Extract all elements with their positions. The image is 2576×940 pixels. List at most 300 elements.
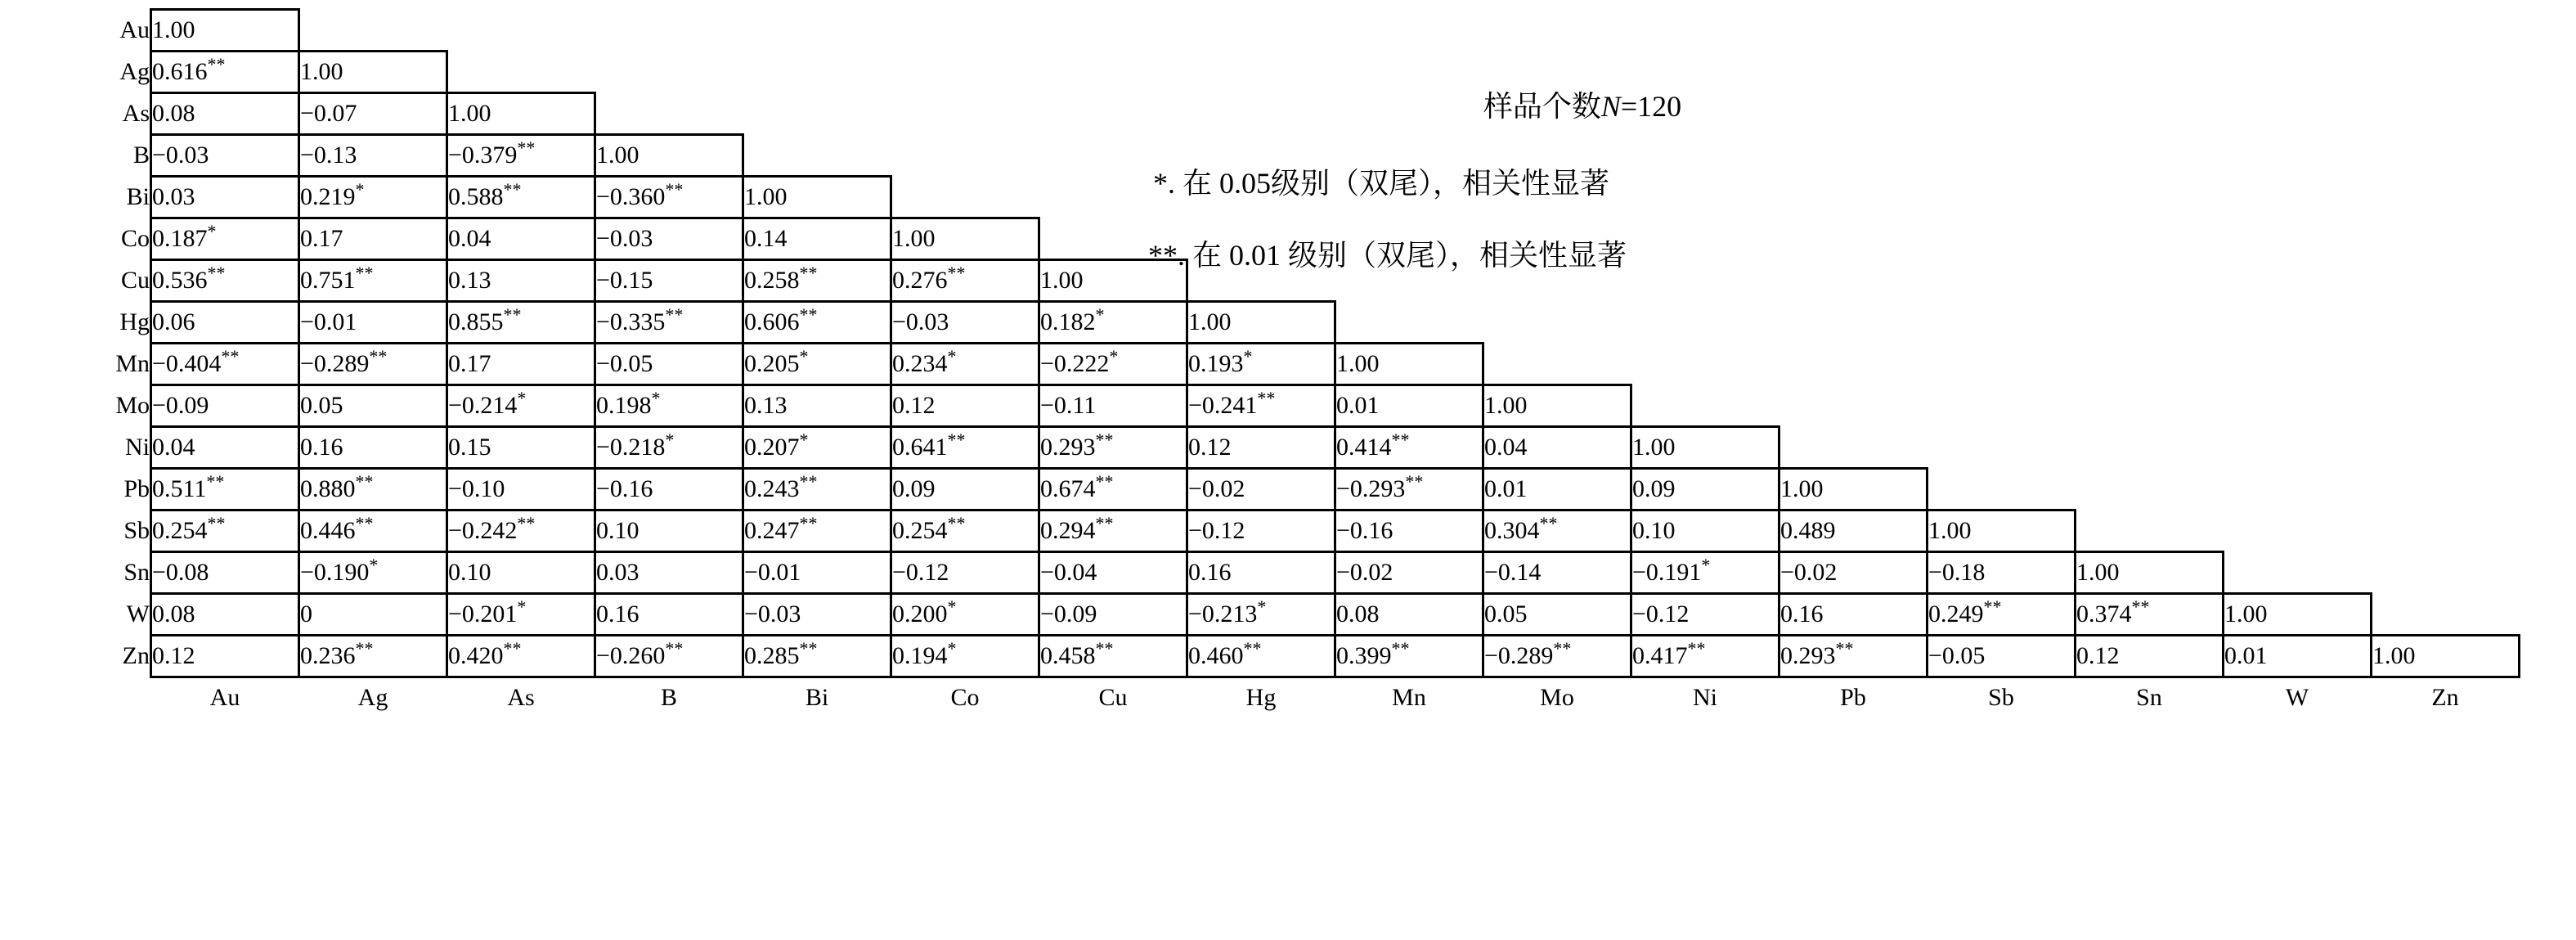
matrix-cell-empty (2372, 52, 2520, 93)
matrix-cell (299, 427, 447, 469)
significance-marker: ** (369, 346, 388, 367)
cell-value: 0.12 (892, 392, 936, 419)
matrix-cell (151, 177, 299, 218)
matrix-cell (891, 427, 1039, 469)
matrix-cell (1631, 552, 1779, 594)
matrix-cell (299, 636, 447, 677)
matrix-cell (151, 469, 299, 510)
cell-value: −0.03 (152, 142, 209, 169)
cell-value: 0.641 (892, 434, 948, 461)
matrix-cell (1039, 469, 1187, 510)
cell-value: 0.219 (300, 183, 356, 210)
matrix-cell (1187, 636, 1335, 677)
significance-marker: ** (665, 179, 684, 200)
significance-marker: * (1257, 596, 1267, 617)
cell-value: 0.09 (1632, 475, 1676, 502)
cell-value: 0.247 (744, 517, 800, 544)
matrix-cell-empty (2076, 469, 2224, 510)
significance-marker: ** (1405, 471, 1424, 492)
significance-marker: ** (2131, 596, 2150, 617)
matrix-cell (1779, 636, 1928, 677)
table-row (47, 636, 2520, 677)
row-label: Bi (126, 183, 150, 210)
cell-value: −0.10 (448, 475, 505, 502)
matrix-cell (447, 218, 595, 260)
column-label: Co (950, 684, 980, 711)
row-label: Hg (119, 308, 150, 335)
cell-value: 0.15 (448, 434, 491, 461)
cell-value: 0.258 (744, 267, 800, 294)
cell-value: −0.04 (1040, 559, 1097, 586)
significance-marker: ** (503, 179, 522, 200)
matrix-cell (1928, 510, 2076, 552)
column-label: B (660, 684, 677, 711)
cell-value: 0.420 (448, 642, 504, 669)
cell-value: 0.12 (152, 642, 195, 669)
cell-value: 0.236 (300, 642, 356, 669)
matrix-cell (299, 218, 447, 260)
matrix-cell (891, 260, 1039, 302)
matrix-cell (891, 510, 1039, 552)
matrix-cell-empty (2372, 93, 2520, 135)
sample-size-symbol: N (1600, 90, 1621, 123)
column-label: Sn (2136, 684, 2162, 711)
matrix-cell (151, 385, 299, 427)
significance-marker: ** (355, 263, 374, 283)
matrix-cell (743, 427, 891, 469)
matrix-cell-empty (891, 10, 1039, 52)
matrix-cell (1335, 510, 1483, 552)
matrix-cell-empty (1335, 52, 1483, 93)
significance-marker: ** (799, 638, 818, 659)
row-label: Co (120, 225, 150, 252)
significance-marker: ** (221, 346, 240, 367)
cell-value: −0.293 (1336, 475, 1406, 502)
cell-value: 0.05 (1484, 600, 1528, 627)
table-row (47, 469, 2520, 510)
matrix-cell-empty (1928, 427, 2076, 469)
row-label: Mn (115, 350, 150, 377)
sample-size-note (1129, 92, 2159, 121)
matrix-cell (1039, 594, 1187, 636)
cell-value: −0.260 (596, 642, 666, 669)
table-row (47, 427, 2520, 469)
matrix-cell-empty (595, 10, 743, 52)
matrix-cell (1483, 469, 1631, 510)
significance-marker: * (799, 430, 809, 450)
cell-value: 1.00 (1484, 392, 1528, 419)
cell-value: −0.214 (448, 392, 518, 419)
significance-marker: ** (947, 263, 966, 283)
cell-value: 1.00 (2372, 642, 2416, 669)
significance-marker: ** (947, 513, 966, 533)
matrix-cell (1039, 344, 1187, 385)
column-label: Bi (805, 684, 829, 711)
cell-value: 0.06 (152, 308, 195, 335)
matrix-cell (447, 344, 595, 385)
matrix-cell (743, 385, 891, 427)
cell-value: 0.511 (152, 475, 207, 502)
column-label-row (47, 677, 2520, 718)
cell-value: 0.458 (1040, 642, 1096, 669)
column-label: Mn (1392, 684, 1426, 711)
matrix-cell (447, 427, 595, 469)
matrix-cell-empty (891, 177, 1039, 218)
significance-marker: * (651, 388, 661, 408)
matrix-cell-empty (1483, 344, 1631, 385)
significance-note-005: *. 在 0.05级别（双尾），相关性显著 (1153, 167, 1610, 200)
cell-value: 1.00 (892, 225, 936, 252)
cell-value: 1.00 (152, 16, 195, 43)
significance-marker: * (355, 179, 365, 200)
cell-value: 0.08 (152, 100, 195, 127)
matrix-cell-empty (2224, 260, 2372, 302)
matrix-cell-empty (2224, 135, 2372, 177)
cell-value: −0.241 (1188, 392, 1258, 419)
matrix-cell-empty (2224, 344, 2372, 385)
matrix-cell (1483, 552, 1631, 594)
significance-marker: ** (1687, 638, 1706, 659)
matrix-cell (299, 510, 447, 552)
matrix-cell (743, 636, 891, 677)
matrix-cell (1483, 427, 1631, 469)
cell-value: 0.10 (1632, 517, 1676, 544)
matrix-cell-empty (2372, 427, 2520, 469)
matrix-cell-empty (2372, 260, 2520, 302)
cell-value: 1.00 (1780, 475, 1824, 502)
cell-value: 1.00 (1928, 517, 1972, 544)
matrix-cell (743, 218, 891, 260)
matrix-cell-empty (2224, 552, 2372, 594)
matrix-cell-empty (2076, 385, 2224, 427)
cell-value: 0.254 (892, 517, 948, 544)
significance-marker: * (517, 388, 527, 408)
matrix-cell (1335, 469, 1483, 510)
matrix-cell (1631, 427, 1779, 469)
matrix-cell-empty (2224, 177, 2372, 218)
cell-value: −0.213 (1188, 600, 1258, 627)
matrix-cell (1928, 552, 2076, 594)
row-label: Pb (123, 475, 150, 502)
matrix-cell (1779, 552, 1928, 594)
matrix-cell (1483, 594, 1631, 636)
cell-value: −0.16 (1336, 517, 1393, 544)
matrix-cell-empty (2076, 10, 2224, 52)
cell-value: −0.13 (300, 142, 357, 169)
matrix-cell-empty (1928, 469, 2076, 510)
cell-value: 0.17 (448, 350, 491, 377)
matrix-cell (1039, 510, 1187, 552)
matrix-cell (1335, 344, 1483, 385)
cell-value: 0.234 (892, 350, 948, 377)
row-label: As (122, 100, 150, 127)
matrix-cell-empty (2372, 344, 2520, 385)
matrix-cell-empty (447, 52, 595, 93)
matrix-cell-empty (743, 10, 891, 52)
cell-value: −0.18 (1928, 559, 1986, 586)
cell-value: −0.190 (300, 559, 370, 586)
matrix-cell (299, 135, 447, 177)
cell-value: −0.14 (1484, 559, 1542, 586)
corner-spacer (47, 677, 151, 718)
matrix-cell-empty (2076, 510, 2224, 552)
matrix-cell (595, 344, 743, 385)
matrix-cell (595, 510, 743, 552)
matrix-cell (447, 552, 595, 594)
cell-value: −0.12 (1632, 600, 1690, 627)
matrix-cell (891, 385, 1039, 427)
cell-value: 0.182 (1040, 308, 1096, 335)
matrix-cell-empty (1779, 302, 1928, 344)
matrix-cell (595, 594, 743, 636)
matrix-cell (151, 135, 299, 177)
cell-value: 0.198 (596, 392, 652, 419)
cell-value: −0.201 (448, 600, 518, 627)
cell-value: 0.855 (448, 308, 504, 335)
row-label: Sb (123, 517, 150, 544)
significance-marker: ** (665, 638, 684, 659)
matrix-cell-empty (1779, 427, 1928, 469)
matrix-cell-empty (299, 10, 447, 52)
significance-marker: * (947, 346, 957, 367)
significance-marker: ** (355, 471, 374, 492)
matrix-cell (299, 52, 447, 93)
matrix-cell (1779, 594, 1928, 636)
matrix-cell (447, 594, 595, 636)
matrix-cell-empty (1928, 52, 2076, 93)
cell-value: −0.16 (596, 475, 653, 502)
matrix-cell (447, 510, 595, 552)
matrix-cell (1187, 552, 1335, 594)
matrix-cell-empty (743, 52, 891, 93)
matrix-cell-empty (2076, 302, 2224, 344)
row-label: Au (119, 16, 150, 43)
row-label: Zn (122, 642, 150, 669)
matrix-cell (299, 469, 447, 510)
column-label: As (507, 684, 535, 711)
matrix-cell-empty (595, 52, 743, 93)
significance-marker: * (1243, 346, 1253, 367)
matrix-cell-empty (1631, 302, 1779, 344)
cell-value: 0.16 (1188, 559, 1232, 586)
matrix-cell-empty (1335, 302, 1483, 344)
matrix-cell-empty (2224, 302, 2372, 344)
table-row (47, 10, 2520, 52)
cell-value: 0.08 (1336, 600, 1380, 627)
matrix-cell (447, 135, 595, 177)
sample-size-value: =120 (1620, 90, 1682, 123)
matrix-cell-empty (1483, 52, 1631, 93)
matrix-cell (1187, 594, 1335, 636)
matrix-cell (1335, 552, 1483, 594)
matrix-cell-empty (1779, 52, 1928, 93)
significance-marker: * (665, 430, 675, 450)
matrix-cell (2076, 552, 2224, 594)
cell-value: 0.880 (300, 475, 356, 502)
matrix-cell (595, 260, 743, 302)
cell-value: 0.16 (300, 434, 343, 461)
significance-marker: ** (1391, 638, 1410, 659)
column-label: Sb (1988, 684, 2014, 711)
matrix-cell-empty (2372, 135, 2520, 177)
matrix-cell-empty (2224, 385, 2372, 427)
cell-value: 0.09 (892, 475, 936, 502)
matrix-cell-empty (1187, 52, 1335, 93)
significance-marker: ** (1095, 471, 1114, 492)
matrix-cell (1187, 344, 1335, 385)
significance-marker: ** (1835, 638, 1854, 659)
matrix-cell-empty (1928, 302, 2076, 344)
significance-marker: ** (1095, 638, 1114, 659)
column-label: W (2285, 684, 2309, 711)
row-label: Ni (125, 434, 150, 461)
matrix-cell-empty (1631, 10, 1779, 52)
significance-marker: ** (665, 304, 684, 325)
cell-value: −0.222 (1040, 350, 1110, 377)
cell-value: 0.460 (1188, 642, 1244, 669)
matrix-cell (2372, 636, 2520, 677)
matrix-cell (1631, 510, 1779, 552)
cell-value: −0.12 (892, 559, 949, 586)
matrix-cell (743, 469, 891, 510)
cell-value: 0.399 (1336, 642, 1392, 669)
significance-marker: * (947, 596, 957, 617)
significance-marker: * (1109, 346, 1119, 367)
matrix-cell-empty (2372, 385, 2520, 427)
significance-marker: ** (799, 263, 818, 283)
matrix-cell-empty (2372, 10, 2520, 52)
cell-value: 0.193 (1188, 350, 1244, 377)
significance-marker: ** (1095, 430, 1114, 450)
row-label: Mo (115, 392, 150, 419)
significance-marker: ** (517, 513, 536, 533)
matrix-cell-empty (743, 135, 891, 177)
cell-value: −0.03 (744, 600, 801, 627)
cell-value: 1.00 (2224, 600, 2268, 627)
table-row (47, 302, 2520, 344)
matrix-cell (743, 552, 891, 594)
significance-marker: * (1701, 555, 1711, 575)
matrix-cell (299, 260, 447, 302)
cell-value: 0.285 (744, 642, 800, 669)
matrix-cell (151, 93, 299, 135)
matrix-cell (891, 469, 1039, 510)
matrix-cell (2224, 594, 2372, 636)
cell-value: 0.243 (744, 475, 800, 502)
matrix-cell (1187, 510, 1335, 552)
cell-value: −0.02 (1188, 475, 1245, 502)
cell-value: −0.404 (152, 350, 222, 377)
matrix-cell (447, 260, 595, 302)
cell-value: 0.13 (744, 392, 788, 419)
matrix-cell (447, 177, 595, 218)
matrix-cell-empty (1928, 344, 2076, 385)
matrix-cell-empty (891, 93, 1039, 135)
significance-marker: ** (799, 513, 818, 533)
significance-marker: ** (799, 471, 818, 492)
cell-value: 0.05 (300, 392, 343, 419)
matrix-cell (151, 302, 299, 344)
matrix-cell (151, 344, 299, 385)
matrix-cell (1928, 594, 2076, 636)
cell-value: 0.588 (448, 183, 504, 210)
significance-marker: * (1095, 304, 1105, 325)
matrix-cell (595, 552, 743, 594)
significance-marker: ** (355, 513, 374, 533)
cell-value: 0.751 (300, 267, 356, 294)
significance-marker: ** (1257, 388, 1276, 408)
matrix-cell-empty (447, 10, 595, 52)
cell-value: 1.00 (1188, 308, 1232, 335)
matrix-cell-empty (1483, 10, 1631, 52)
matrix-cell (595, 177, 743, 218)
significance-marker: ** (503, 638, 522, 659)
significance-marker: ** (503, 304, 522, 325)
matrix-cell (891, 636, 1039, 677)
matrix-cell (447, 385, 595, 427)
cell-value: 0.12 (1188, 434, 1232, 461)
cell-value: 0.01 (2224, 642, 2268, 669)
matrix-cell (1335, 385, 1483, 427)
significance-marker: ** (207, 263, 226, 283)
matrix-cell-empty (1631, 385, 1779, 427)
cell-value: 0.606 (744, 308, 800, 335)
cell-value: 0.194 (892, 642, 948, 669)
cell-value: −0.09 (1040, 600, 1097, 627)
matrix-cell-empty (1631, 52, 1779, 93)
matrix-cell (299, 177, 447, 218)
matrix-cell-empty (891, 52, 1039, 93)
cell-value: −0.242 (448, 517, 518, 544)
matrix-cell (891, 302, 1039, 344)
significance-marker: ** (1095, 513, 1114, 533)
cell-value: 0.04 (1484, 434, 1528, 461)
matrix-cell-empty (1039, 52, 1187, 93)
matrix-cell (1187, 385, 1335, 427)
matrix-cell-empty (1928, 10, 2076, 52)
sample-size-prefix: 样品个数 (1483, 90, 1601, 123)
cell-value: 0.17 (300, 225, 343, 252)
matrix-cell (1187, 302, 1335, 344)
column-label: Au (209, 684, 240, 711)
cell-value: 0.293 (1040, 434, 1096, 461)
row-label: Ag (119, 58, 150, 85)
matrix-cell-empty (1631, 344, 1779, 385)
cell-value: 0.16 (1780, 600, 1824, 627)
cell-value: 0.254 (152, 517, 208, 544)
matrix-cell-empty (2372, 510, 2520, 552)
matrix-cell (891, 552, 1039, 594)
matrix-cell (595, 218, 743, 260)
matrix-cell (299, 93, 447, 135)
matrix-cell (743, 260, 891, 302)
matrix-cell (595, 427, 743, 469)
cell-value: 0.293 (1780, 642, 1836, 669)
significance-marker: * (369, 555, 379, 575)
cell-value: −0.09 (152, 392, 209, 419)
cell-value: 1.00 (448, 100, 491, 127)
cell-value: 0.616 (152, 58, 208, 85)
matrix-cell (151, 636, 299, 677)
matrix-cell (2076, 594, 2224, 636)
cell-value: 0.10 (448, 559, 491, 586)
matrix-cell-empty (891, 135, 1039, 177)
cell-value: 0.446 (300, 517, 356, 544)
matrix-cell-empty (743, 93, 891, 135)
matrix-cell (743, 510, 891, 552)
matrix-cell (1483, 510, 1631, 552)
table-row (47, 344, 2520, 385)
